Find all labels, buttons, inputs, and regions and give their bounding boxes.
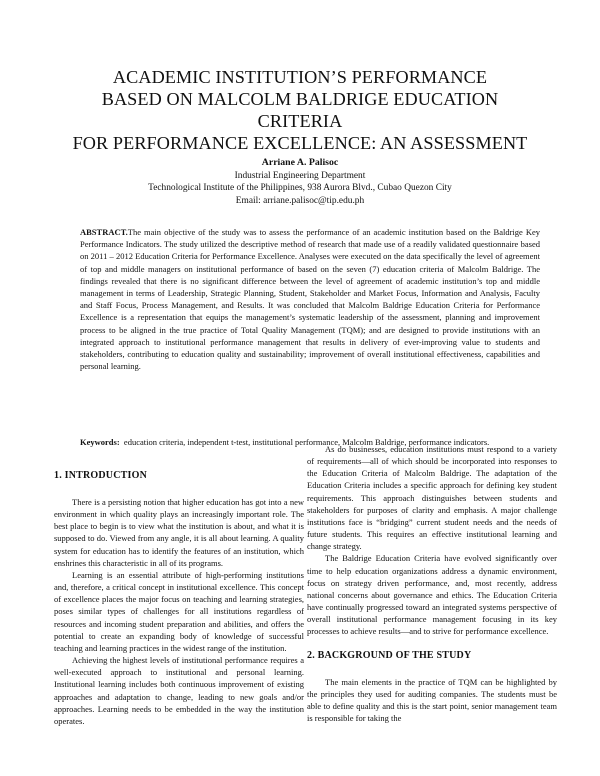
title-line-3: CRITERIA <box>257 111 343 131</box>
paper-title <box>40 66 560 154</box>
paragraph: The Baldrige Education Criteria have evolved significantly over time to help education organizations address a dynamic environment, focus on strategy driven performance, and, most recently, address national concerns about governance and ethics. The Education Criteria have continually progressed toward an integrated systems perspective of overall institutional performance management focusing in its key processes to achieve results—and to strive for performance excellence. <box>307 553 557 637</box>
author-name: Arriane A. Palisoc <box>261 157 339 168</box>
section-heading-introduction: 1. INTRODUCTION <box>54 470 148 481</box>
keywords-text: education criteria, independent t-test, institutional performance, Malcolm Baldrige, performance indicators. <box>123 437 490 447</box>
paragraph: Learning is an essential attribute of high-performing institutions and, therefore, a critical concept in institutional excellence. This concept of excellence places the major focus on teaching and learning strategies, poses similar types of challenges for all institutions regardless of resources and incoming student preparation and abilities, and offers the potential to create an expanding body of knowledge of successful teaching and learning practices in the widest range of the institution. <box>54 569 304 653</box>
section-heading-background: 2. BACKGROUND OF THE STUDY <box>307 649 472 661</box>
abstract-text: The main objective of the study was to assess the performance of an academic institution based on the Baldrige Key Performance Indicators. The study utilized the descriptive method of research that made use of a readily validated questionnaire based on 2011 – 2012 Education Criteria for Performance Excellence. Analyses were executed on the data specifically the level of agreement of top and middle managers on institutional performance of based on the seven (7) education criteria of Malcolm Baldrige. The findings revealed that there is no significant difference between the level of agreement of academic institution’s top and middle management in terms of Leadership, Strategic Planning, Student, Stakeholder and Market Focus, Information and Analysis, Faculty and Staff Focus, Process Management, and Results. It was concluded that Malcolm Baldrige Education Criteria for Performance Excellence is a representation that equips the management’s systematic leadership of the assessment, planning and improvement process to be aligned in the true practice of Total Quality Management (TQM); and are designed to provide institutions with an integrated approach to institutional performance management that results in delivery of ever-improving value to students and stakeholders, contributing to education quality and sustainability; improvement of overall institutional effectiveness, capabilities and personal learning. <box>80 227 540 372</box>
abstract-label: ABSTRACT. <box>80 227 128 237</box>
paragraph: Achieving the highest levels of institutional performance requires a well-executed approach to institutional and personal learning. Institutional learning includes both continuous improvement of existing approaches and adaptation to change, leading to new goals and/or approaches. Learning needs to be embedded in the way the institution operates. <box>54 655 304 726</box>
title-line-1: ACADEMIC INSTITUTION’S PERFORMANCE <box>112 67 488 87</box>
left-column <box>54 470 304 727</box>
author-department: Industrial Engineering Department <box>234 170 366 181</box>
paragraph: As do businesses, education institutions must respond to a variety of requirements—all of which should be incorporated into responses to the Education Criteria of Malcolm Baldrige. The adaptation of the Education Criteria includes a specific approach for defining key student requirements. This approach distinguishes between students and stakeholders for purposes of clarity and emphasis. A major challenge institutions face is “bridging” current student needs and the needs of future students. This requires an effective institutional learning and change strategy. <box>307 444 557 552</box>
keywords-label: Keywords: <box>80 437 120 447</box>
title-line-2: BASED ON MALCOLM BALDRIGE EDUCATION <box>101 89 499 109</box>
paragraph: There is a persisting notion that higher education has got into a new environment in which quality plays an increasingly important role. The best place to begin is to view what the institution is about, and what it is supposed to do. Viewed from any angle, it is all about learning. A quality system for education has to identify the features of an institution, which enshrines this characteristic in all of its programs. <box>54 497 304 568</box>
right-column <box>307 443 557 724</box>
paragraph: The main elements in the practice of TQM can be highlighted by the principles they used for auditing companies. The students must be able to define quality and this is the start point, senior management team is responsible for taking the <box>307 676 557 723</box>
author-email: Email: arriane.palisoc@tip.edu.ph <box>235 195 365 206</box>
title-line-4: FOR PERFORMANCE EXCELLENCE: AN ASSESSMENT <box>72 133 528 153</box>
author-institution: Technological Institute of the Philippines, 938 Aurora Blvd., Cubao Quezon City <box>148 183 452 193</box>
abstract <box>80 226 540 372</box>
author-block <box>40 157 560 207</box>
